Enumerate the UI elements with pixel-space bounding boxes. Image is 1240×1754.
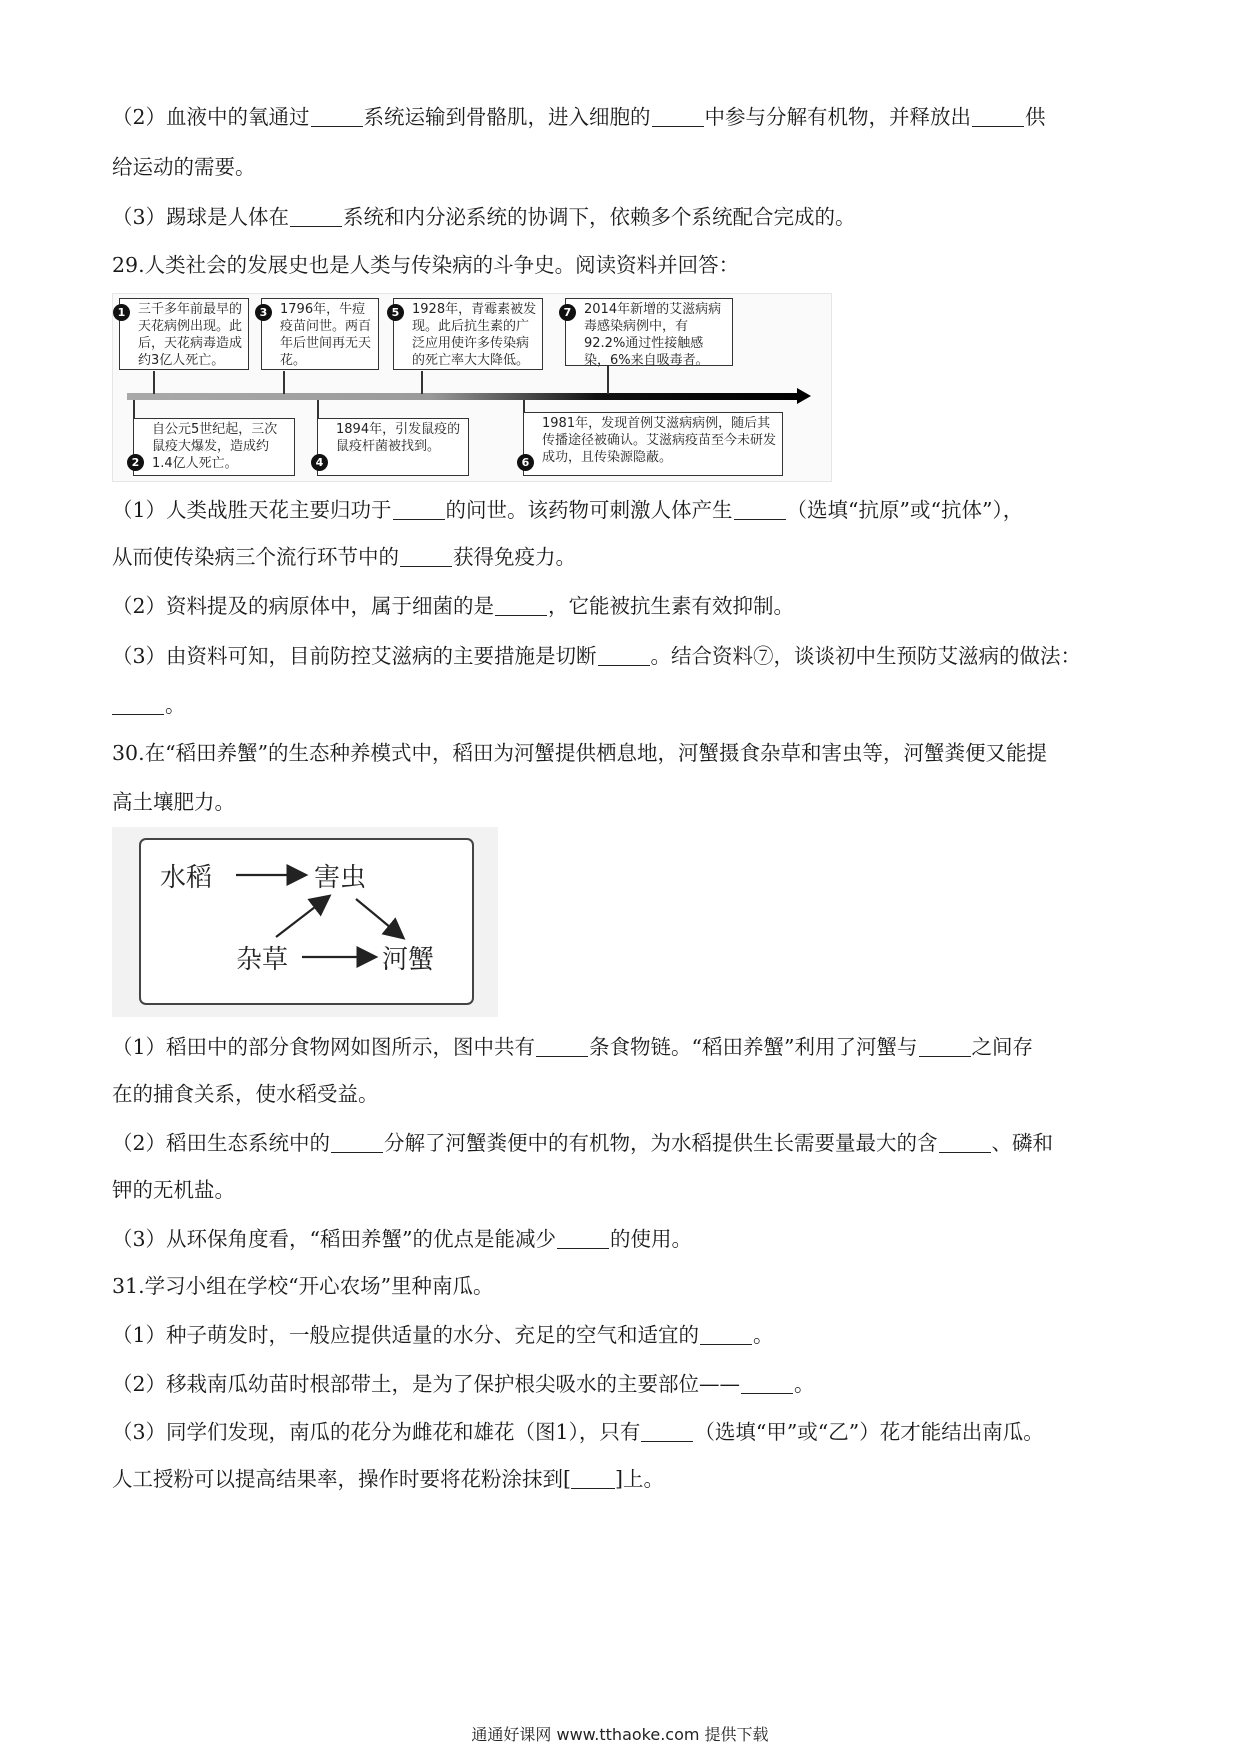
q29-part3-line1: （3）由资料可知，目前防控艾滋病的主要措施是切断 。结合资料⑦，谈谈初中生预防艾滋病的做法：: [112, 644, 1082, 668]
answer-blank[interactable]: [598, 645, 650, 666]
timeline-arrow-icon: [797, 388, 811, 404]
answer-blank[interactable]: [972, 106, 1024, 127]
food-web-node-weed: 杂草: [236, 945, 289, 975]
answer-blank[interactable]: [331, 1132, 383, 1153]
answer-blank[interactable]: [290, 206, 342, 227]
q29-intro: 29.人类社会的发展史也是人类与传染病的斗争史。阅读资料并回答：: [112, 253, 740, 277]
timeline-entry-6: 1981年，发现首例艾滋病病例，随后其传播途径被确认。艾滋病疫苗至今未研发成功，且传染源隐蔽。: [523, 412, 783, 476]
q29-part2: （2）资料提及的病原体中，属于细菌的是 ，它能被抗生素有效抑制。: [112, 594, 795, 618]
timeline-number-badge: 7: [559, 304, 576, 321]
timeline-number-badge: 2: [127, 454, 144, 471]
answer-blank[interactable]: [557, 1228, 609, 1249]
answer-blank[interactable]: [571, 1468, 615, 1489]
timeline-connector: [607, 366, 609, 394]
timeline-entry-2: 自公元5世纪起，三次鼠疫大爆发，造成约1.4亿人死亡。: [133, 418, 295, 476]
q30-intro-line2: 高土壤肥力。: [112, 790, 235, 814]
timeline-number-badge: 6: [517, 454, 534, 471]
answer-blank[interactable]: [919, 1036, 971, 1057]
timeline-entry-4: 1894年，引发鼠疫的鼠疫杆菌被找到。: [317, 418, 469, 476]
timeline-entry-1: 三千多年前最早的天花病例出现。此后，天花病毒造成约3亿人死亡。: [119, 298, 249, 370]
q30-intro-line1: 30.在“稻田养蟹”的生态种养模式中，稻田为河蟹提供栖息地，河蟹摄食杂草和害虫等，河蟹粪便又能提: [112, 741, 1048, 765]
rice-field-food-web-diagram: [112, 827, 498, 1017]
timeline-connector: [421, 371, 423, 394]
answer-blank[interactable]: [652, 106, 704, 127]
q30-part3: （3）从环保角度看，“稻田养蟹”的优点是能减少 的使用。: [112, 1227, 693, 1251]
timeline-number-badge: 3: [255, 304, 272, 321]
timeline-number-badge: 4: [311, 454, 328, 471]
q30-part2-line2: 钾的无机盐。: [112, 1178, 235, 1202]
timeline-connector: [317, 400, 319, 420]
answer-blank[interactable]: [393, 499, 445, 520]
q29-part3-line2: 。: [112, 691, 186, 719]
q28-part2-line1: （2）血液中的氧通过 系统运输到骨骼肌，进入细胞的 中参与分解有机物，并释放出 供: [112, 105, 1046, 129]
answer-blank[interactable]: [311, 106, 363, 127]
q31-part2: （2）移栽南瓜幼苗时根部带土，是为了保护根尖吸水的主要部位—— 。: [112, 1372, 815, 1396]
food-web-node-rice: 水稻: [160, 863, 213, 893]
q29-part1-line1: （1）人类战胜天花主要归功于 的问世。该药物可刺激人体产生 （选填“抗原”或“抗体”），: [112, 498, 1024, 522]
timeline-connector: [133, 400, 135, 420]
answer-blank[interactable]: [112, 694, 164, 715]
q31-part3-line2: 人工授粉可以提高结果率，操作时要将花粉涂抹到[ ]上。: [112, 1467, 664, 1491]
q29-part1-line2: 从而使传染病三个流行环节中的 获得免疫力。: [112, 545, 576, 569]
q30-part2-line1: （2）稻田生态系统中的 分解了河蟹粪便中的有机物，为水稻提供生长需要量最大的含 、磷和: [112, 1131, 1054, 1155]
answer-blank[interactable]: [495, 595, 547, 616]
answer-blank[interactable]: [734, 499, 786, 520]
timeline-entry-3: 1796年，牛痘疫苗问世。两百年后世间再无天花。: [261, 298, 379, 370]
answer-blank[interactable]: [641, 1421, 693, 1442]
food-web-node-pest: 害虫: [314, 863, 367, 893]
timeline-number-badge: 1: [113, 304, 130, 321]
q28-part3: （3）踢球是人体在 系统和内分泌系统的协调下，依赖多个系统配合完成的。: [112, 205, 856, 229]
q30-part1-line1: （1）稻田中的部分食物网如图所示，图中共有 条食物链。“稻田养蟹”利用了河蟹与 之间存: [112, 1035, 1034, 1059]
answer-blank[interactable]: [741, 1373, 793, 1394]
epidemic-history-timeline: [112, 293, 832, 482]
q31-part1: （1）种子萌发时，一般应提供适量的水分、充足的空气和适宜的 。: [112, 1323, 774, 1347]
page-footer: 通通好课网 www.tthaoke.com 提供下载: [471, 1725, 769, 1744]
q31-part3-line1: （3）同学们发现，南瓜的花分为雌花和雄花（图1），只有 （选填“甲”或“乙”）花才能结出南瓜。: [112, 1420, 1044, 1444]
food-web-arrows: [112, 827, 498, 1017]
answer-blank[interactable]: [939, 1132, 991, 1153]
q28-part2-line2: 给运动的需要。: [112, 155, 256, 179]
timeline-entry-7: 2014年新增的艾滋病病毒感染病例中，有92.2%通过性接触感染，6%来自吸毒者。: [565, 298, 733, 366]
food-web-node-crab: 河蟹: [382, 945, 435, 975]
arrow-pest-to-crab: [356, 899, 402, 937]
q31-intro: 31.学习小组在学校“开心农场”里种南瓜。: [112, 1274, 494, 1298]
answer-blank[interactable]: [700, 1324, 752, 1345]
q30-part1-line2: 在的捕食关系，使水稻受益。: [112, 1082, 379, 1106]
timeline-connector: [153, 371, 155, 394]
arrow-weed-to-pest: [276, 897, 328, 937]
answer-blank[interactable]: [536, 1036, 588, 1057]
answer-blank[interactable]: [400, 546, 452, 567]
timeline-connector: [283, 371, 285, 394]
timeline-number-badge: 5: [387, 304, 404, 321]
timeline-axis: [127, 393, 799, 400]
timeline-entry-5: 1928年，青霉素被发现。此后抗生素的广泛应用使许多传染病的死亡率大大降低。: [393, 298, 543, 370]
